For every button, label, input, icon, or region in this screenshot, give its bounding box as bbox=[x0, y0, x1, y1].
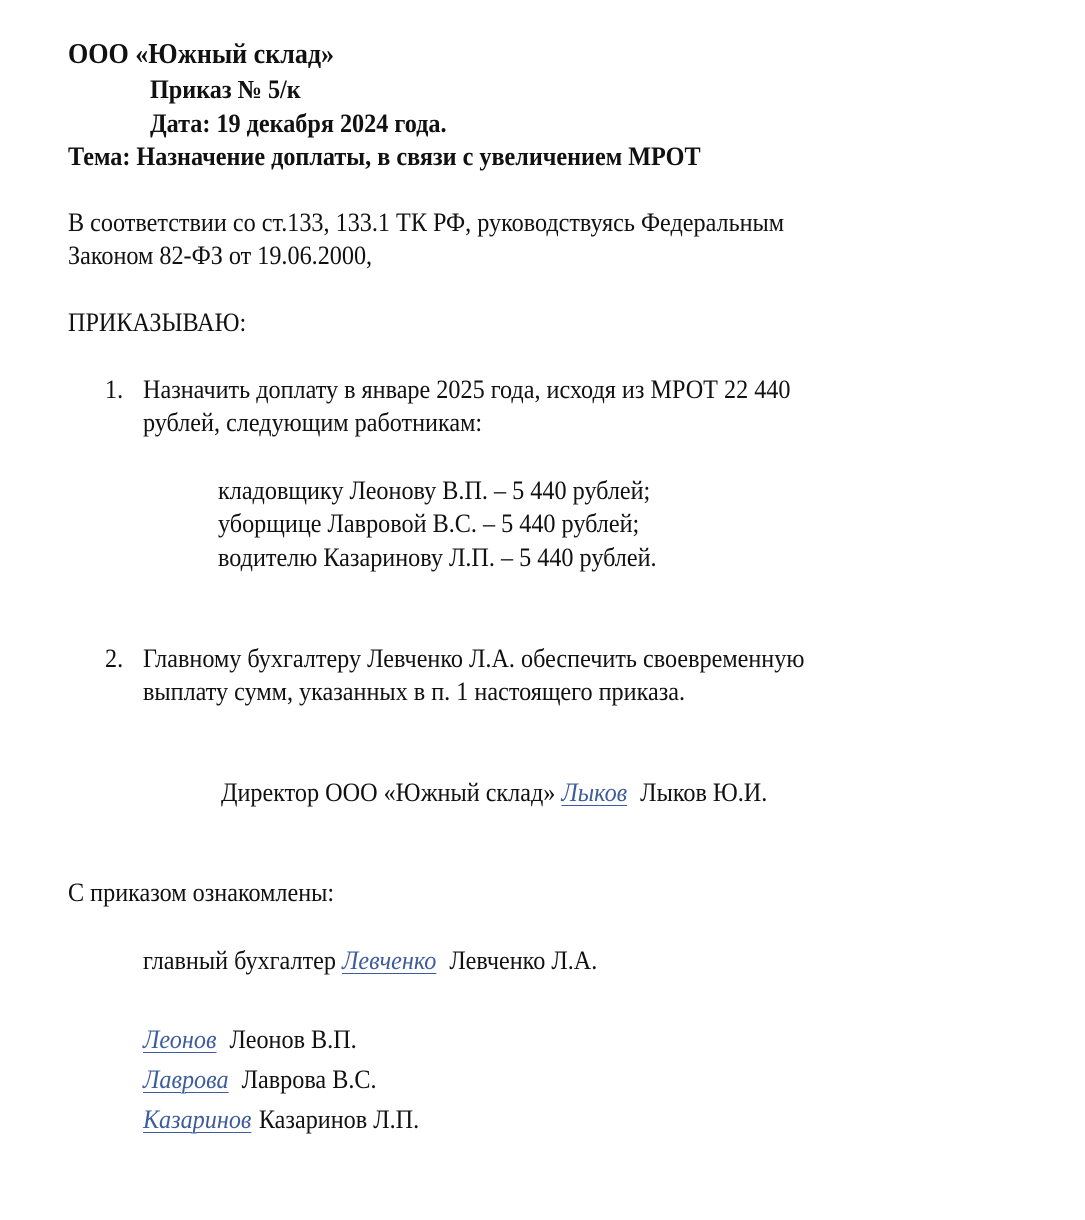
employee-name: Казаринов Л.П. bbox=[258, 1105, 420, 1134]
employee-signature: Леонов bbox=[143, 1025, 217, 1054]
accountant-signature: Левченко bbox=[342, 946, 437, 975]
employee-signature: Казаринов bbox=[143, 1105, 252, 1134]
director-name: Лыков Ю.И. bbox=[640, 778, 768, 807]
item-text: Назначить доплату в январе 2025 года, исходя из МРОТ 22 440 bbox=[143, 375, 791, 404]
employee-line: кладовщику Леонову В.П. – 5 440 рублей; bbox=[218, 476, 651, 505]
order-date: Дата: 19 декабря 2024 года. bbox=[150, 109, 447, 138]
accountant-name: Левченко Л.А. bbox=[449, 946, 598, 975]
director-signature: Лыков bbox=[561, 778, 628, 807]
company-name: ООО «Южный склад» bbox=[68, 39, 335, 70]
employee-line: водителю Казаринову Л.П. – 5 440 рублей. bbox=[218, 543, 657, 572]
accountant-line bbox=[143, 944, 597, 977]
item-text: Главному бухгалтеру Левченко Л.А. обеспечить своевременную bbox=[143, 644, 805, 673]
preamble-line: В соответствии со ст.133, 133.1 ТК РФ, руководствуясь Федеральным bbox=[68, 208, 785, 237]
employee-signature-line bbox=[143, 1103, 419, 1136]
item-number: 2. bbox=[105, 644, 124, 673]
order-word: ПРИКАЗЫВАЮ: bbox=[68, 308, 247, 337]
employee-signature-line bbox=[143, 1063, 377, 1096]
director-title: Директор ООО «Южный склад» bbox=[221, 778, 556, 807]
item-number: 1. bbox=[105, 375, 124, 404]
item-text: рублей, следующим работникам: bbox=[143, 408, 483, 437]
employee-signature-line bbox=[143, 1023, 357, 1056]
item-text: выплату сумм, указанных в п. 1 настоящего приказа. bbox=[143, 677, 686, 706]
accountant-title: главный бухгалтер bbox=[143, 946, 336, 975]
order-number: Приказ № 5/к bbox=[150, 75, 301, 104]
director-line bbox=[221, 776, 767, 809]
employee-line: уборщице Лавровой В.С. – 5 440 рублей; bbox=[218, 509, 640, 538]
preamble-line: Законом 82-ФЗ от 19.06.2000, bbox=[68, 241, 373, 270]
employee-name: Леонов В.П. bbox=[229, 1025, 357, 1054]
order-subject: Тема: Назначение доплаты, в связи с увеличением МРОТ bbox=[68, 142, 701, 171]
employee-name: Лаврова В.С. bbox=[241, 1065, 377, 1094]
acknowledged-label: С приказом ознакомлены: bbox=[68, 878, 335, 907]
employee-signature: Лаврова bbox=[143, 1065, 229, 1094]
